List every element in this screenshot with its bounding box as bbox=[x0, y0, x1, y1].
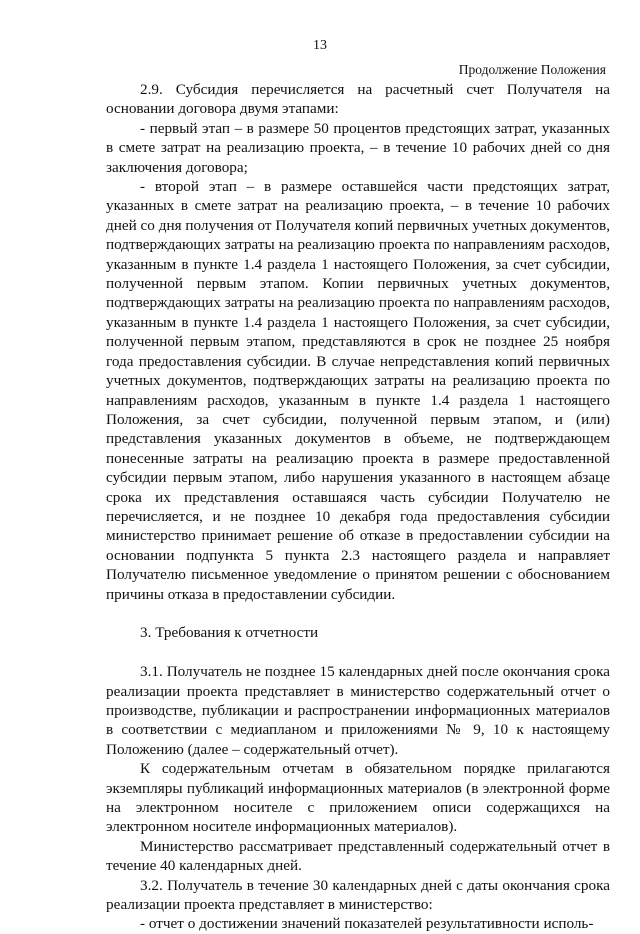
paragraph-2-9: 2.9. Субсидия перечисляется на расчетный счет Получателя на основании договора двумя этапами: bbox=[106, 81, 610, 118]
section-heading-reporting: 3. Требования к отчетности bbox=[140, 624, 319, 642]
paragraph-indicator-report: - отчет о достижении значений показателей результативности исполь- bbox=[140, 915, 594, 933]
document-body bbox=[106, 80, 610, 934]
paragraph-3-1: 3.1. Получатель не позднее 15 календарных дней после окончания срока реализации проекта представляет в министерство содержательный отчет о производстве, публикации и распространении информационных материалов в соответствии с медиапланом и приложениями № 9, 10 к настоящему Положению (далее – содержательный отчет). bbox=[106, 663, 610, 758]
page-number: 13 bbox=[313, 38, 327, 53]
paragraph-second-stage: - второй этап – в размере оставшейся части предстоящих затрат, указанных в смете затрат на реализацию проекта, – в течение 10 рабочих дней со дня получения от Получателя копий первичных учетных документов, подтверждающих затраты на реализацию проекта по направлениям расходов, указанным в пункте 1.4 раздела 1 настоящего Положения, за счет субсидии, полученной первым этапом. Копии первичных учетных документов, подтверждающих затраты на реализацию проекта по направлениям расходов, указанным в пункте 1.4 раздела 1 настоящего Положения, за счет субсидии, полученной первым этапом, представляются в срок не позднее 25 ноября года предоставления субсидии. В случае непредставления копий первичных учетных документов, подтверждающих затраты на реализацию проекта по направлениям расходов, указанным в пункте 1.4 раздела 1 настоящего Положения, за счет субсидии, полученной первым этапом, и (или) представления указанных документов в объеме, не подтверждающем понесенные затраты на реализацию проекта в размере предоставленной субсидии первым этапом, либо нарушения указанного в настоящем абзаце срока их представления оставшаяся часть субсидии Получателю не перечисляется, и не позднее 10 декабря года предоставления субсидии министерство принимает решение об отказе в предоставлении субсидии на основании подпункта 5 пункта 2.3 настоящего раздела и направляет Получателю письменное уведомление о принятом решении с обоснованием причины отказа в предоставлении субсидии. bbox=[106, 178, 610, 603]
paragraph-3-2: 3.2. Получатель в течение 30 календарных дней с даты окончания срока реализации проекта представляет в министерство: bbox=[106, 876, 610, 914]
paragraph-review: Министерство рассматривает представленный содержательный отчет в течение 40 календарных дней. bbox=[106, 837, 610, 875]
continuation-label: Продолжение Положения bbox=[458, 62, 606, 77]
paragraph-attachments: К содержательным отчетам в обязательном порядке прилагаются экземпляры публикаций информационных материалов (в электронной форме на электронном носителе с приложением описи содержащихся на электронном носителе информационных материалов). bbox=[106, 760, 610, 836]
paragraph-first-stage: - первый этап – в размере 50 процентов предстоящих затрат, указанных в смете затрат на реализацию проекта, – в течение 10 рабочих дней со дня заключения договора; bbox=[106, 119, 610, 176]
